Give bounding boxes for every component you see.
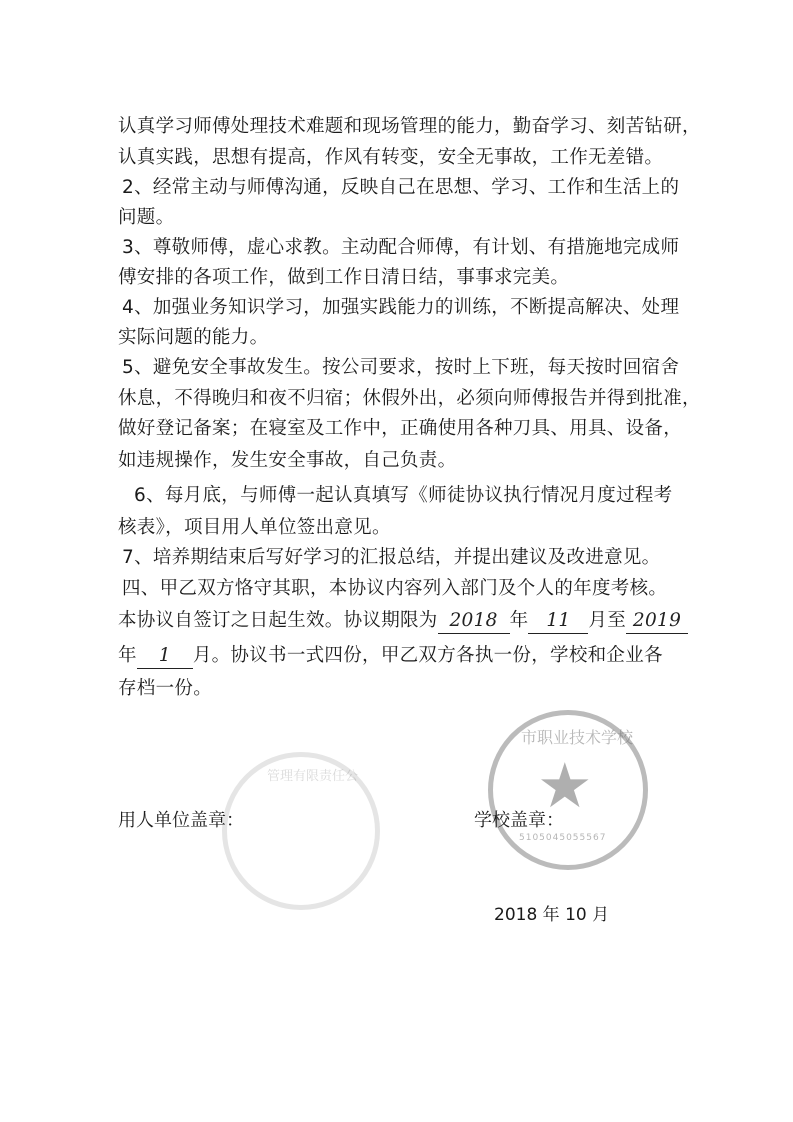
- paragraph-line: 7、培养期结束后写好学习的汇报总结，并提出建议及改进意见。: [122, 547, 661, 568]
- paragraph-line: 存档一份。: [118, 678, 213, 699]
- start-month-handwritten: 11: [528, 609, 588, 634]
- school-stamp: [488, 710, 648, 870]
- paragraph-line: 核表》，项目用人单位签出意见。: [118, 517, 391, 538]
- term-line: [118, 609, 688, 634]
- paragraph-line: 6、每月底，与师傅一起认真填写《师徒协议执行情况月度过程考: [134, 485, 673, 506]
- paragraph-line: 3、尊敬师傅，虚心求教。主动配合师傅，有计划、有措施地完成师: [122, 237, 680, 258]
- school-stamp-code: 5105045055567: [519, 833, 607, 843]
- employer-stamp-text: 管理有限责任公: [267, 769, 359, 784]
- paragraph-line: 问题。: [118, 207, 175, 228]
- term-prefix: 本协议自签订之日起生效。协议期限为: [118, 610, 438, 631]
- month-to-label: 月至: [588, 610, 627, 631]
- end-year-handwritten: 2019: [626, 609, 688, 634]
- start-year-handwritten: 2018: [438, 609, 510, 634]
- end-month-handwritten: 1: [137, 644, 193, 669]
- paragraph-line: 4、加强业务知识学习，加强实践能力的训练，不断提高解决、处理: [122, 297, 680, 318]
- year-label: 年: [509, 610, 529, 631]
- paragraph-line: 实际问题的能力。: [118, 327, 269, 348]
- paragraph-line: 如违规操作，发生安全事故，自己负责。: [118, 450, 457, 471]
- paragraph-line: 2、经常主动与师傅沟通，反映自己在思想、学习、工作和生活上的: [122, 177, 680, 198]
- employer-stamp: [222, 752, 380, 910]
- document-date: 2018 年 10 月: [494, 905, 610, 925]
- paragraph-line: 傅安排的各项工作，做到工作日清日结，事事求完美。: [118, 267, 570, 288]
- paragraph-line: 5、避免安全事故发生。按公司要求，按时上下班，每天按时回宿舍: [122, 357, 680, 378]
- star-icon: ★: [537, 749, 593, 822]
- school-stamp-text: 市职业技术学校: [521, 728, 634, 747]
- term-line-2: [118, 644, 663, 669]
- paragraph-line: 四、甲乙双方恪守其职，本协议内容列入部门及个人的年度考核。: [122, 578, 668, 599]
- paragraph-line: 认真学习师傅处理技术难题和现场管理的能力，勤奋学习、刻苦钻研，: [118, 116, 701, 137]
- employer-stamp-label: 用人单位盖章：: [118, 810, 244, 831]
- school-stamp-label: 学校盖章：: [474, 810, 564, 831]
- year-label: 年: [118, 645, 137, 666]
- paragraph-line: 做好登记备案；在寝室及工作中，正确使用各种刀具、用具、设备，: [118, 418, 683, 439]
- paragraph-line: 认真实践，思想有提高，作风有转变，安全无事故，工作无差错。: [118, 147, 664, 168]
- term-suffix: 月。协议书一式四份，甲乙双方各执一份，学校和企业各: [192, 645, 663, 666]
- paragraph-line: 休息，不得晚归和夜不归宿；休假外出，必须向师傅报告并得到批准，: [118, 388, 701, 409]
